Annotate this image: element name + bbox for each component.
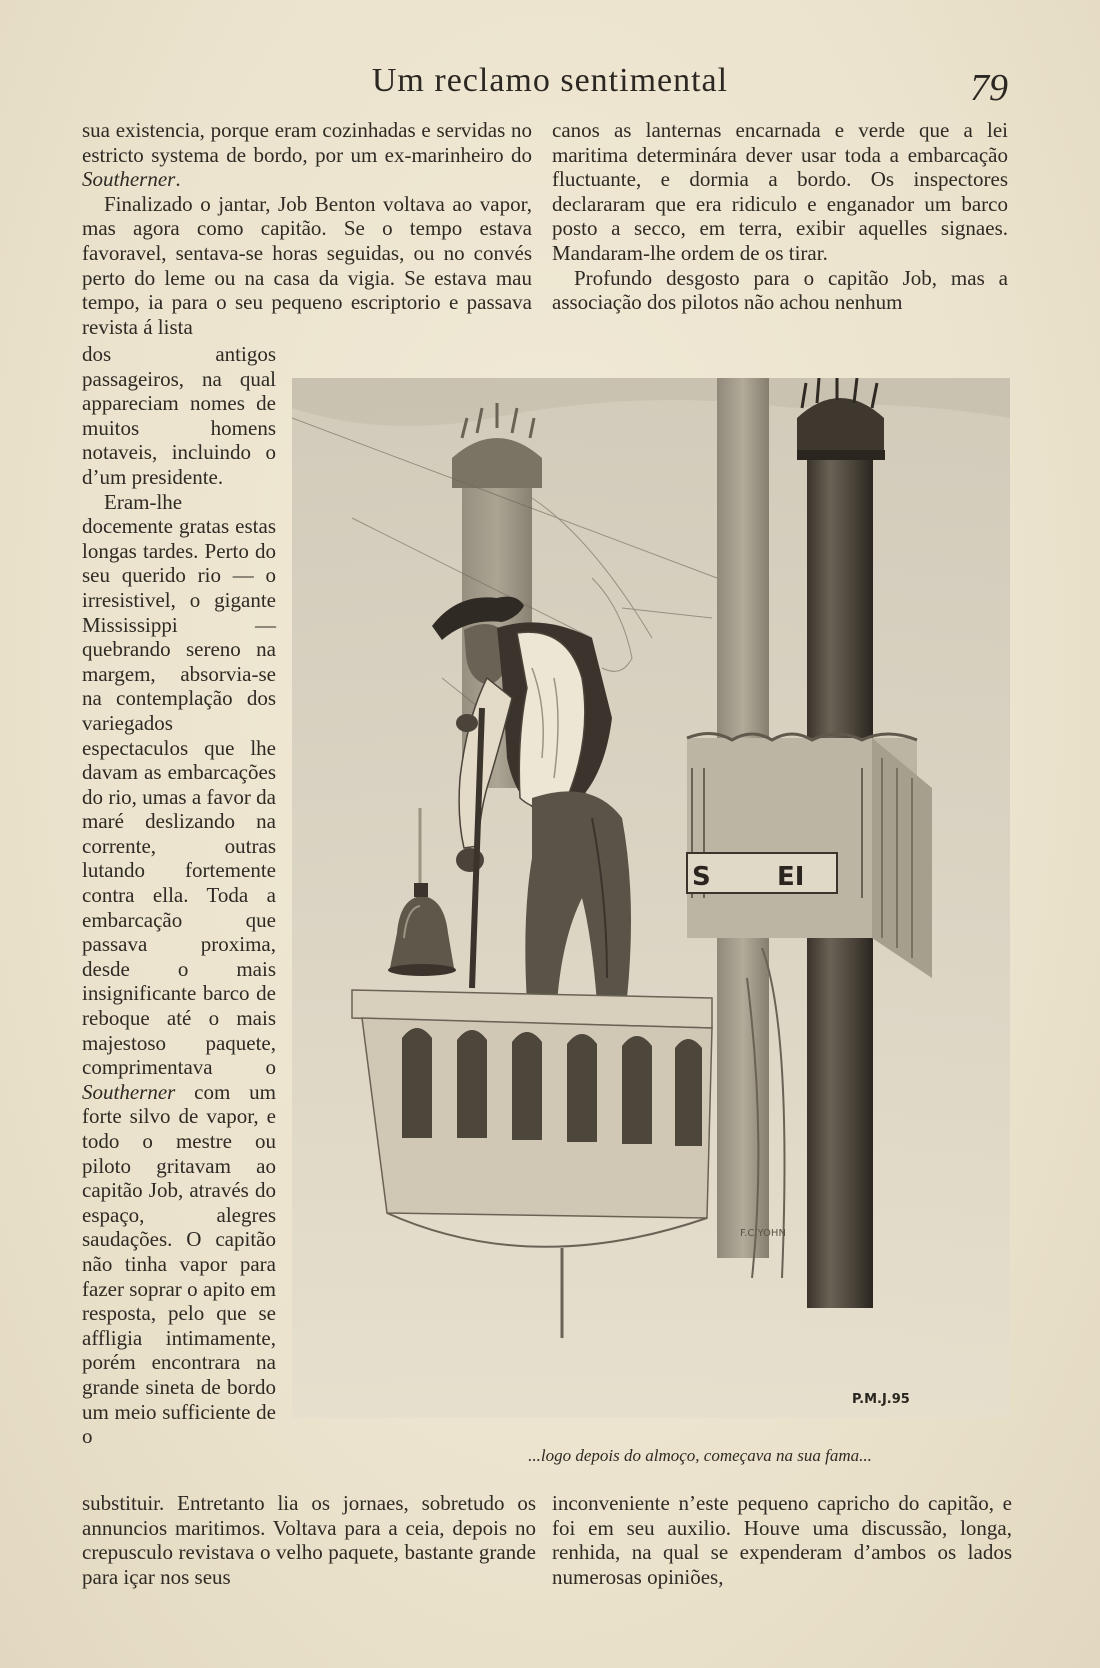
text-run: Eram-lhe docemente gratas estas longas tardes. Perto do seu querido rio — o irresistivel, o gigante Mississippi — quebrando sereno na margem, absorvia-se na contemplação dos variegados espectaculos que lhe davam as embarcações do rio, umas a favor da maré deslizando na corrente, outras lutando fortemente contra ella. Toda a embarcação que passava proxima, desde o mais insignificante barco de reboque até o mais majestoso paquete, comprimentava o <box>82 489 276 1080</box>
paragraph: inconveniente n’este pequeno capricho do capitão, e foi em seu auxilio. Houve uma discussão, longa, renhida, na qual se expenderam d’ambos os lados numerosas opiniões, <box>552 1491 1012 1589</box>
left-column-bottom <box>82 1491 536 1589</box>
paragraph <box>82 490 276 1449</box>
paragraph: Profundo desgosto para o capitão Job, mas a associação dos pilotos não achou nenhum <box>552 265 1008 315</box>
sign-letters-left: S <box>692 862 711 892</box>
page-number: 79 <box>970 67 1008 109</box>
artist-signature: F.C.YOHN <box>740 1228 786 1239</box>
left-column-top <box>82 118 532 339</box>
illustration-caption: ...logo depois do almoço, começava na sua fama... <box>528 1446 872 1465</box>
paragraph: dos antigos passageiros, na qual appareciam nomes de muitos homens notaveis, incluindo o d’um presidente. <box>82 342 276 489</box>
right-column-bottom <box>552 1491 1012 1589</box>
text-run: com um forte silvo de vapor, e todo o mestre ou piloto gritavam ao capitão Job, através do espaço, alegres saudações. O capitão não tinha vapor para fazer soprar o apito em resposta, pelo que se affligia intimamente, porém encontrara na grande sineta de bordo um meio sufficiente de o <box>82 1079 276 1449</box>
paragraph: canos as lanternas encarnada e verde que a lei maritima determinára dever usar toda a embarcação fluctuante, e dormia a bordo. Os inspectores declararam que era ridiculo e enganador um barco posto a secco, em terra, exibir aquelles signaes. Mandaram-lhe ordem de os tirar. <box>552 118 1008 265</box>
monogram: P.M.J.95 <box>852 1392 910 1407</box>
illustration-steamboat-captain <box>292 378 1010 1418</box>
ship-name: Southerner <box>82 1079 176 1104</box>
running-title: Um reclamo sentimental <box>371 62 729 99</box>
ship-name: Southerner <box>82 167 176 192</box>
text-run: sua existencia, porque eram cozinhadas e servidas no estricto systema de bordo, por um ex-marinheiro do <box>82 118 532 167</box>
paragraph: Finalizado o jantar, Job Benton voltava ao vapor, mas agora como capitão. Se o tempo estava favoravel, sentava-se horas seguidas, ou no convés perto do leme ou na casa da vigia. Se estava mau tempo, ia para o seu pequeno escriptorio e passava revista á lista <box>82 191 532 339</box>
paragraph <box>82 118 532 192</box>
sign-letters-right: EI <box>777 862 805 892</box>
paragraph: substituir. Entretanto lia os jornaes, sobretudo os annuncios maritimos. Voltava para a ceia, depois no crepusculo revistava o velho paquete, bastante grande para içar nos seus <box>82 1491 536 1589</box>
right-column-top <box>552 118 1008 315</box>
left-column-narrow <box>82 342 276 1449</box>
text-run: . <box>175 167 181 192</box>
